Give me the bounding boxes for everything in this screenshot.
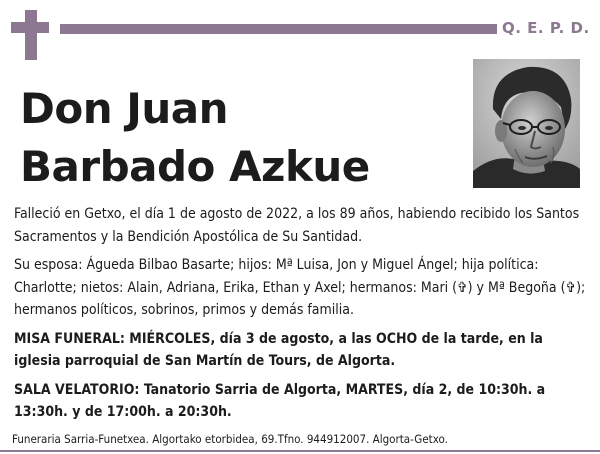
deceased-photo (473, 59, 580, 188)
cross-icon-vertical (25, 10, 37, 60)
deceased-name-line2: Barbado Azkue (20, 142, 370, 191)
funeral-mass-paragraph: MISA FUNERAL: MIÉRCOLES, día 3 de agosto, a las OCHO de la tarde, en la iglesia parroquial de San Martín de Tours, de Algorta. (14, 330, 543, 369)
family-paragraph: Su esposa: Águeda Bilbao Basarte; hijos: Mª Luisa, Jon y Miguel Ángel; hija política: Charlotte; nietos: Alain, Adriana, Erika, Ethan y Axel; hermanos: Mari (✞) y Mª Begoña (✞); hermanos políticos, sobrinos, primos y demás familia. (14, 257, 586, 318)
qepd-label: Q. E. P. D. (502, 19, 590, 37)
wake-room-paragraph: SALA VELATORIO: Tanatorio Sarria de Algorta, MARTES, día 2, de 10:30h. a 13:30h. y de 17:00h. a 20:30h. (14, 381, 546, 420)
deceased-name-line1: Don Juan (20, 84, 229, 133)
cross-icon-horizontal (11, 22, 49, 33)
footer-rule (0, 450, 600, 452)
deceased-name (20, 80, 370, 196)
death-notice-paragraph: Falleció en Getxo, el día 1 de agosto de 2022, a los 89 años, habiendo recibido los Santos Sacramentos y la Bendición Apostólica de Su Santidad. (14, 206, 580, 245)
obituary-body (14, 203, 588, 430)
header-rule (60, 24, 497, 34)
funeral-home-footer: Funeraria Sarria-Funetxea. Algortako etorbidea, 69.Tfno. 944912007. Algorta-Getxo. (12, 432, 448, 446)
